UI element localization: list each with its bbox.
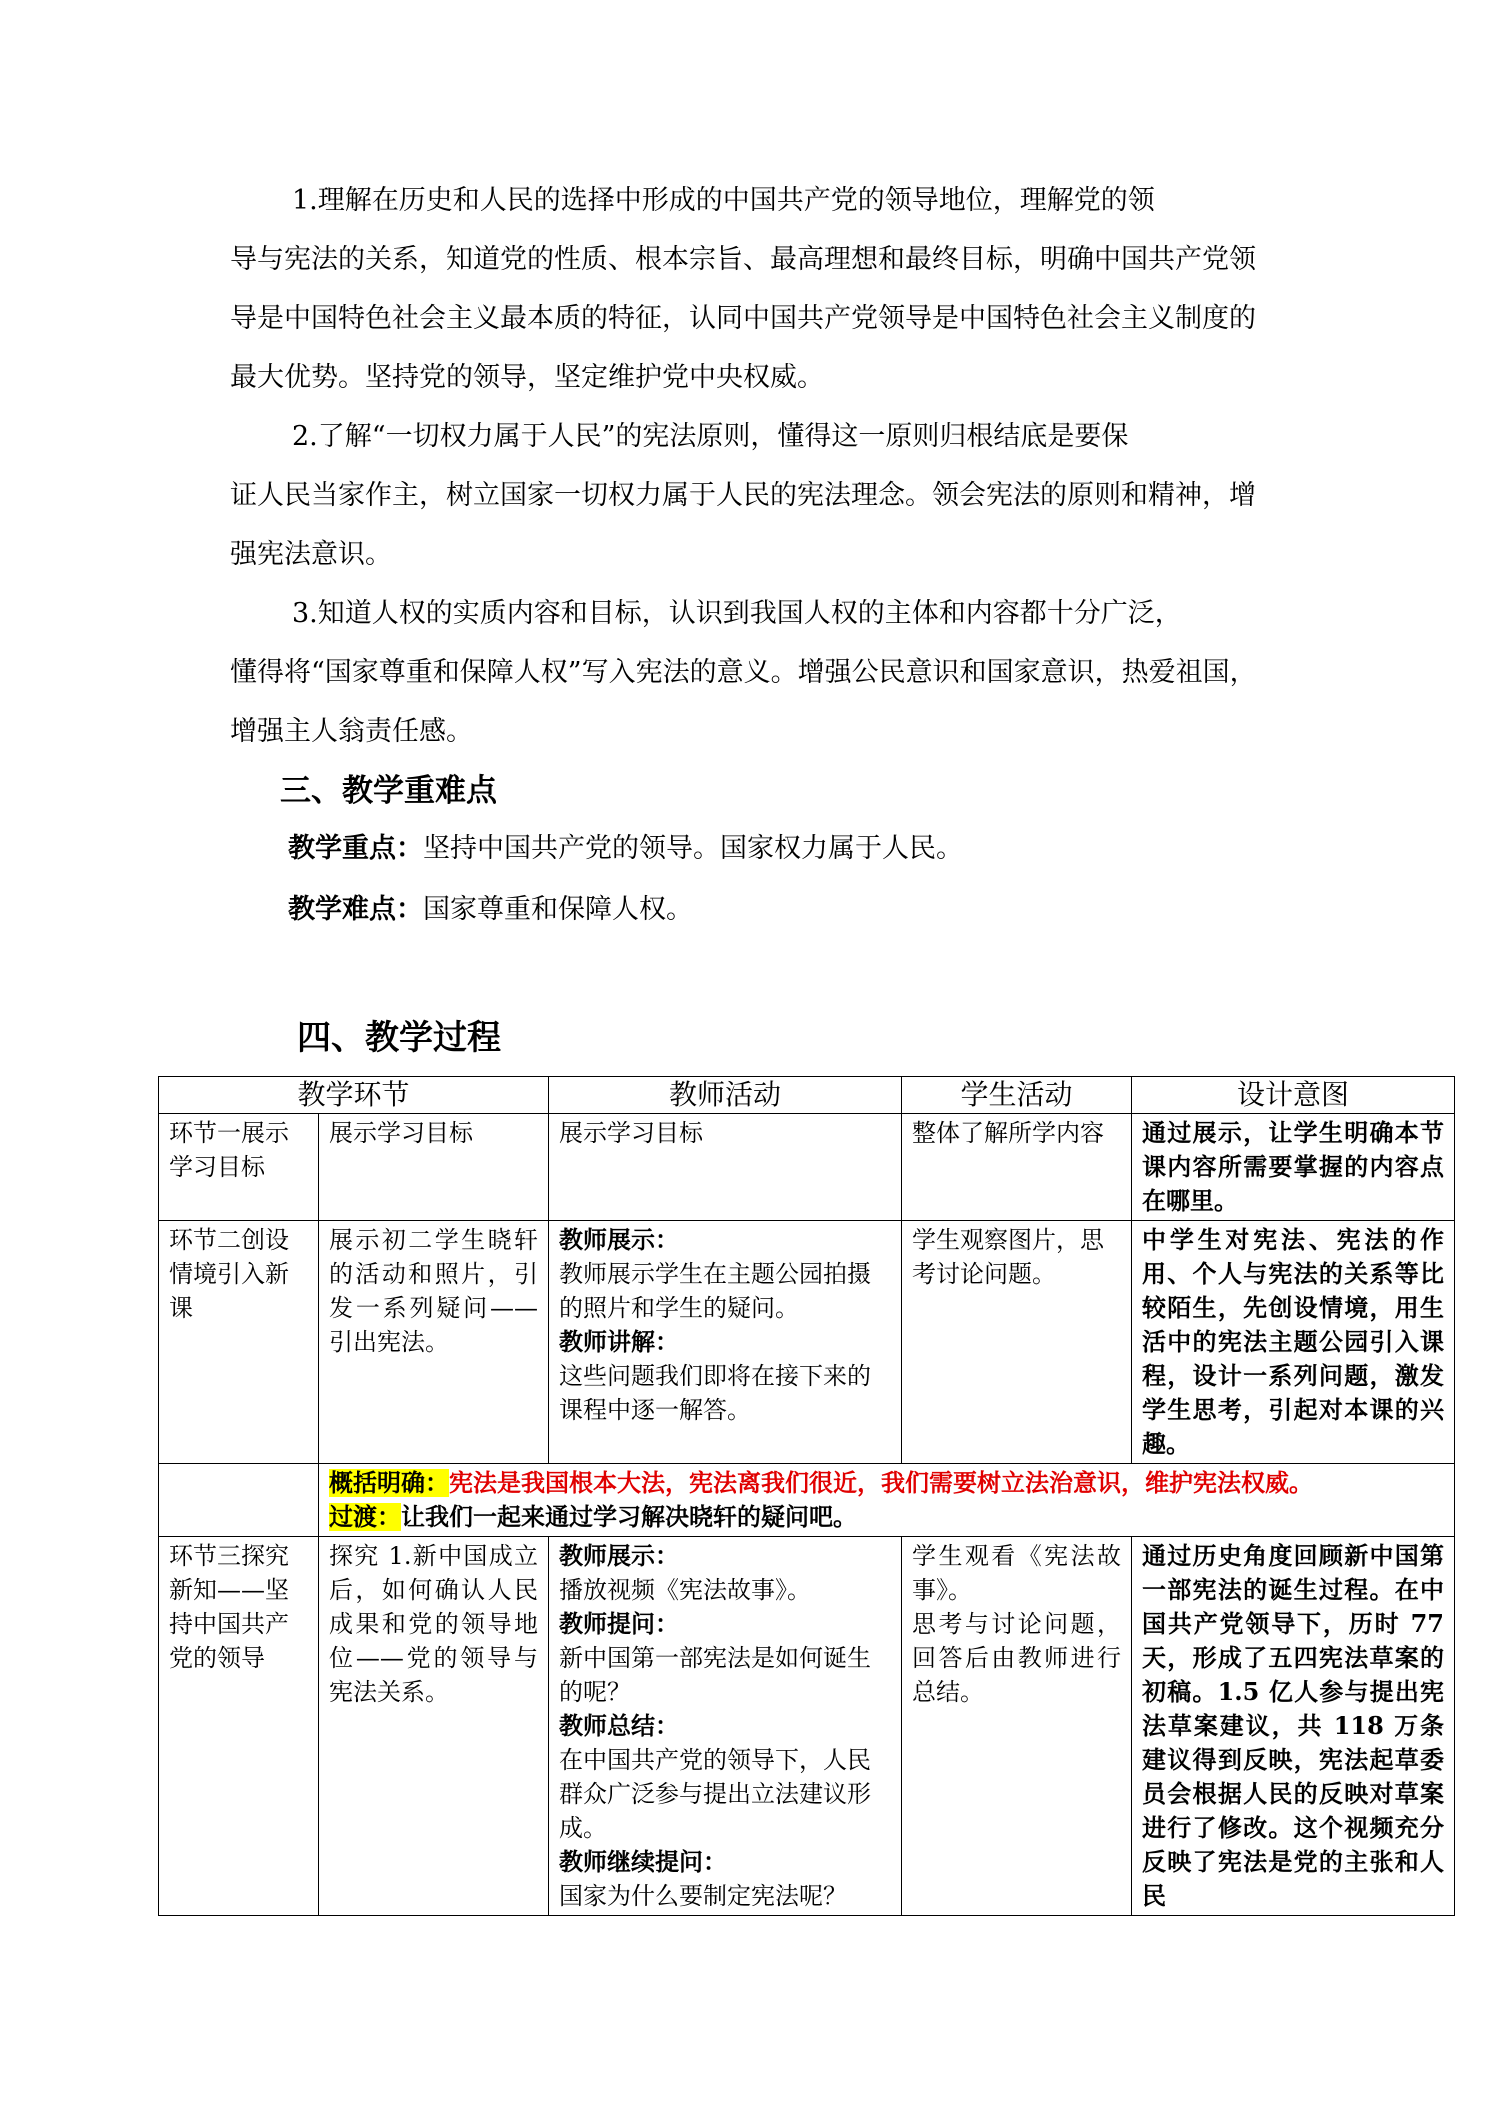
intent-cell: 中学生对宪法、宪法的作用、个人与宪法的关系等比较陌生，先创设情境，用生活中的宪法主题公园引入课程，设计一系列问题，激发学生思考，引起对本课的兴趣。 bbox=[1132, 1221, 1455, 1464]
student-cell: 整体了解所学内容 bbox=[902, 1114, 1132, 1221]
stage-cell-empty bbox=[159, 1464, 319, 1537]
student-text: 思考与讨论问题，回答后由教师进行总结。 bbox=[912, 1610, 1122, 1706]
stage-cell: 环节二创设情境引入新课 bbox=[159, 1221, 319, 1464]
objective-3-first-line: 3.知道人权的实质内容和目标，认识到我国人权的主体和内容都十分广泛， bbox=[292, 598, 1182, 629]
table-header-row bbox=[159, 1077, 1455, 1114]
objective-1-first-line: 1.理解在历史和人民的选择中形成的中国共产党的领导地位，理解党的领 bbox=[292, 185, 1155, 216]
difficult-point-text: 国家尊重和保障人权。 bbox=[423, 894, 693, 925]
teacher-text: 教师展示学生在主题公园拍摄的照片和学生的疑问。 bbox=[559, 1260, 872, 1322]
key-point bbox=[288, 829, 963, 869]
teacher-cell: 展示学习目标 bbox=[549, 1114, 902, 1221]
objective-3-rest: 懂得将“国家尊重和保障人权”写入宪法的意义。增强公民意识和国家意识，热爱祖国，增强主人翁责任感。 bbox=[230, 657, 1257, 747]
table-row bbox=[159, 1221, 1455, 1464]
intent-cell: 通过展示，让学生明确本节课内容所需要掌握的内容点在哪里。 bbox=[1132, 1114, 1455, 1221]
transition-label: 过渡： bbox=[329, 1503, 401, 1531]
teacher-text: 在中国共产党的领导下，人民群众广泛参与提出立法建议形成。 bbox=[559, 1746, 872, 1842]
difficult-point bbox=[288, 890, 693, 930]
teacher-text: 新中国第一部宪法是如何诞生的呢？ bbox=[559, 1644, 872, 1706]
summary-row bbox=[159, 1464, 1455, 1537]
stage-cell: 环节一展示学习目标 bbox=[159, 1114, 319, 1221]
teacher-label: 教师继续提问： bbox=[559, 1848, 728, 1876]
section-3-title: 三、教学重难点 bbox=[280, 773, 497, 809]
summary-label: 概括明确： bbox=[329, 1469, 449, 1497]
objective-2-first-line: 2.了解“一切权力属于人民”的宪法原则，懂得这一原则归根结底是要保 bbox=[292, 421, 1129, 452]
header-student: 学生活动 bbox=[902, 1077, 1132, 1114]
teacher-text: 国家为什么要制定宪法呢？ bbox=[559, 1882, 848, 1910]
teacher-text: 这些问题我们即将在接下来的课程中逐一解答。 bbox=[559, 1362, 872, 1424]
difficult-point-label: 教学难点： bbox=[288, 894, 423, 925]
section-4-title: 四、教学过程 bbox=[297, 1018, 501, 1058]
teacher-label: 教师展示： bbox=[559, 1226, 680, 1254]
content-cell: 展示初二学生晓轩的活动和照片，引发一系列疑问——引出宪法。 bbox=[319, 1221, 549, 1464]
table-row bbox=[159, 1114, 1455, 1221]
teacher-cell bbox=[549, 1537, 902, 1916]
teacher-cell bbox=[549, 1221, 902, 1464]
teacher-label: 教师展示： bbox=[559, 1542, 680, 1570]
content-cell: 探究 1.新中国成立后，如何确认人民成果和党的领导地位——党的领导与宪法关系。 bbox=[319, 1537, 549, 1916]
teaching-process-table bbox=[158, 1076, 1455, 1916]
student-cell: 学生观察图片，思考讨论问题。 bbox=[902, 1221, 1132, 1464]
transition-text: 让我们一起来通过学习解决晓轩的疑问吧。 bbox=[401, 1502, 857, 1531]
intent-cell: 通过历史角度回顾新中国第一部宪法的诞生过程。在中国共产党领导下，历时 77 天，形成了五四宪法草案的初稿。1.5 亿人参与提出宪法草案建议，共 118 万条建议得到反映，宪法起草委员会根据人民的反映对草案进行了修改。这个视频充分反映了宪法是党的主张和人民 bbox=[1132, 1537, 1455, 1916]
student-cell bbox=[902, 1537, 1132, 1916]
teacher-label: 教师总结： bbox=[559, 1712, 680, 1740]
objective-2-rest: 证人民当家作主，树立国家一切权力属于人民的宪法理念。领会宪法的原则和精神，增强宪法意识。 bbox=[230, 480, 1256, 570]
summary-text: 宪法是我国根本大法，宪法离我们很近，我们需要树立法治意识，维护宪法权威。 bbox=[449, 1468, 1313, 1497]
summary-cell bbox=[319, 1464, 1455, 1537]
objective-1-rest: 导与宪法的关系，知道党的性质、根本宗旨、最高理想和最终目标，明确中国共产党领导是中国特色社会主义最本质的特征，认同中国共产党领导是中国特色社会主义制度的最大优势。坚持党的领导，坚定维护党中央权威。 bbox=[230, 244, 1256, 393]
header-stage: 教学环节 bbox=[159, 1077, 549, 1114]
header-intent: 设计意图 bbox=[1132, 1077, 1455, 1114]
key-point-text: 坚持中国共产党的领导。国家权力属于人民。 bbox=[423, 833, 963, 864]
objective-3 bbox=[230, 584, 1260, 761]
teacher-label: 教师讲解： bbox=[559, 1328, 680, 1356]
table-row bbox=[159, 1537, 1455, 1916]
key-point-label: 教学重点： bbox=[288, 833, 423, 864]
teacher-label: 教师提问： bbox=[559, 1610, 680, 1638]
content-cell: 展示学习目标 bbox=[319, 1114, 549, 1221]
objective-1 bbox=[230, 171, 1260, 407]
objective-2 bbox=[230, 407, 1260, 584]
student-text: 学生观看《宪法故事》。 bbox=[912, 1542, 1122, 1604]
stage-cell: 环节三探究新知——坚持中国共产党的领导 bbox=[159, 1537, 319, 1916]
header-teacher: 教师活动 bbox=[549, 1077, 902, 1114]
teacher-text: 播放视频《宪法故事》。 bbox=[559, 1576, 812, 1604]
